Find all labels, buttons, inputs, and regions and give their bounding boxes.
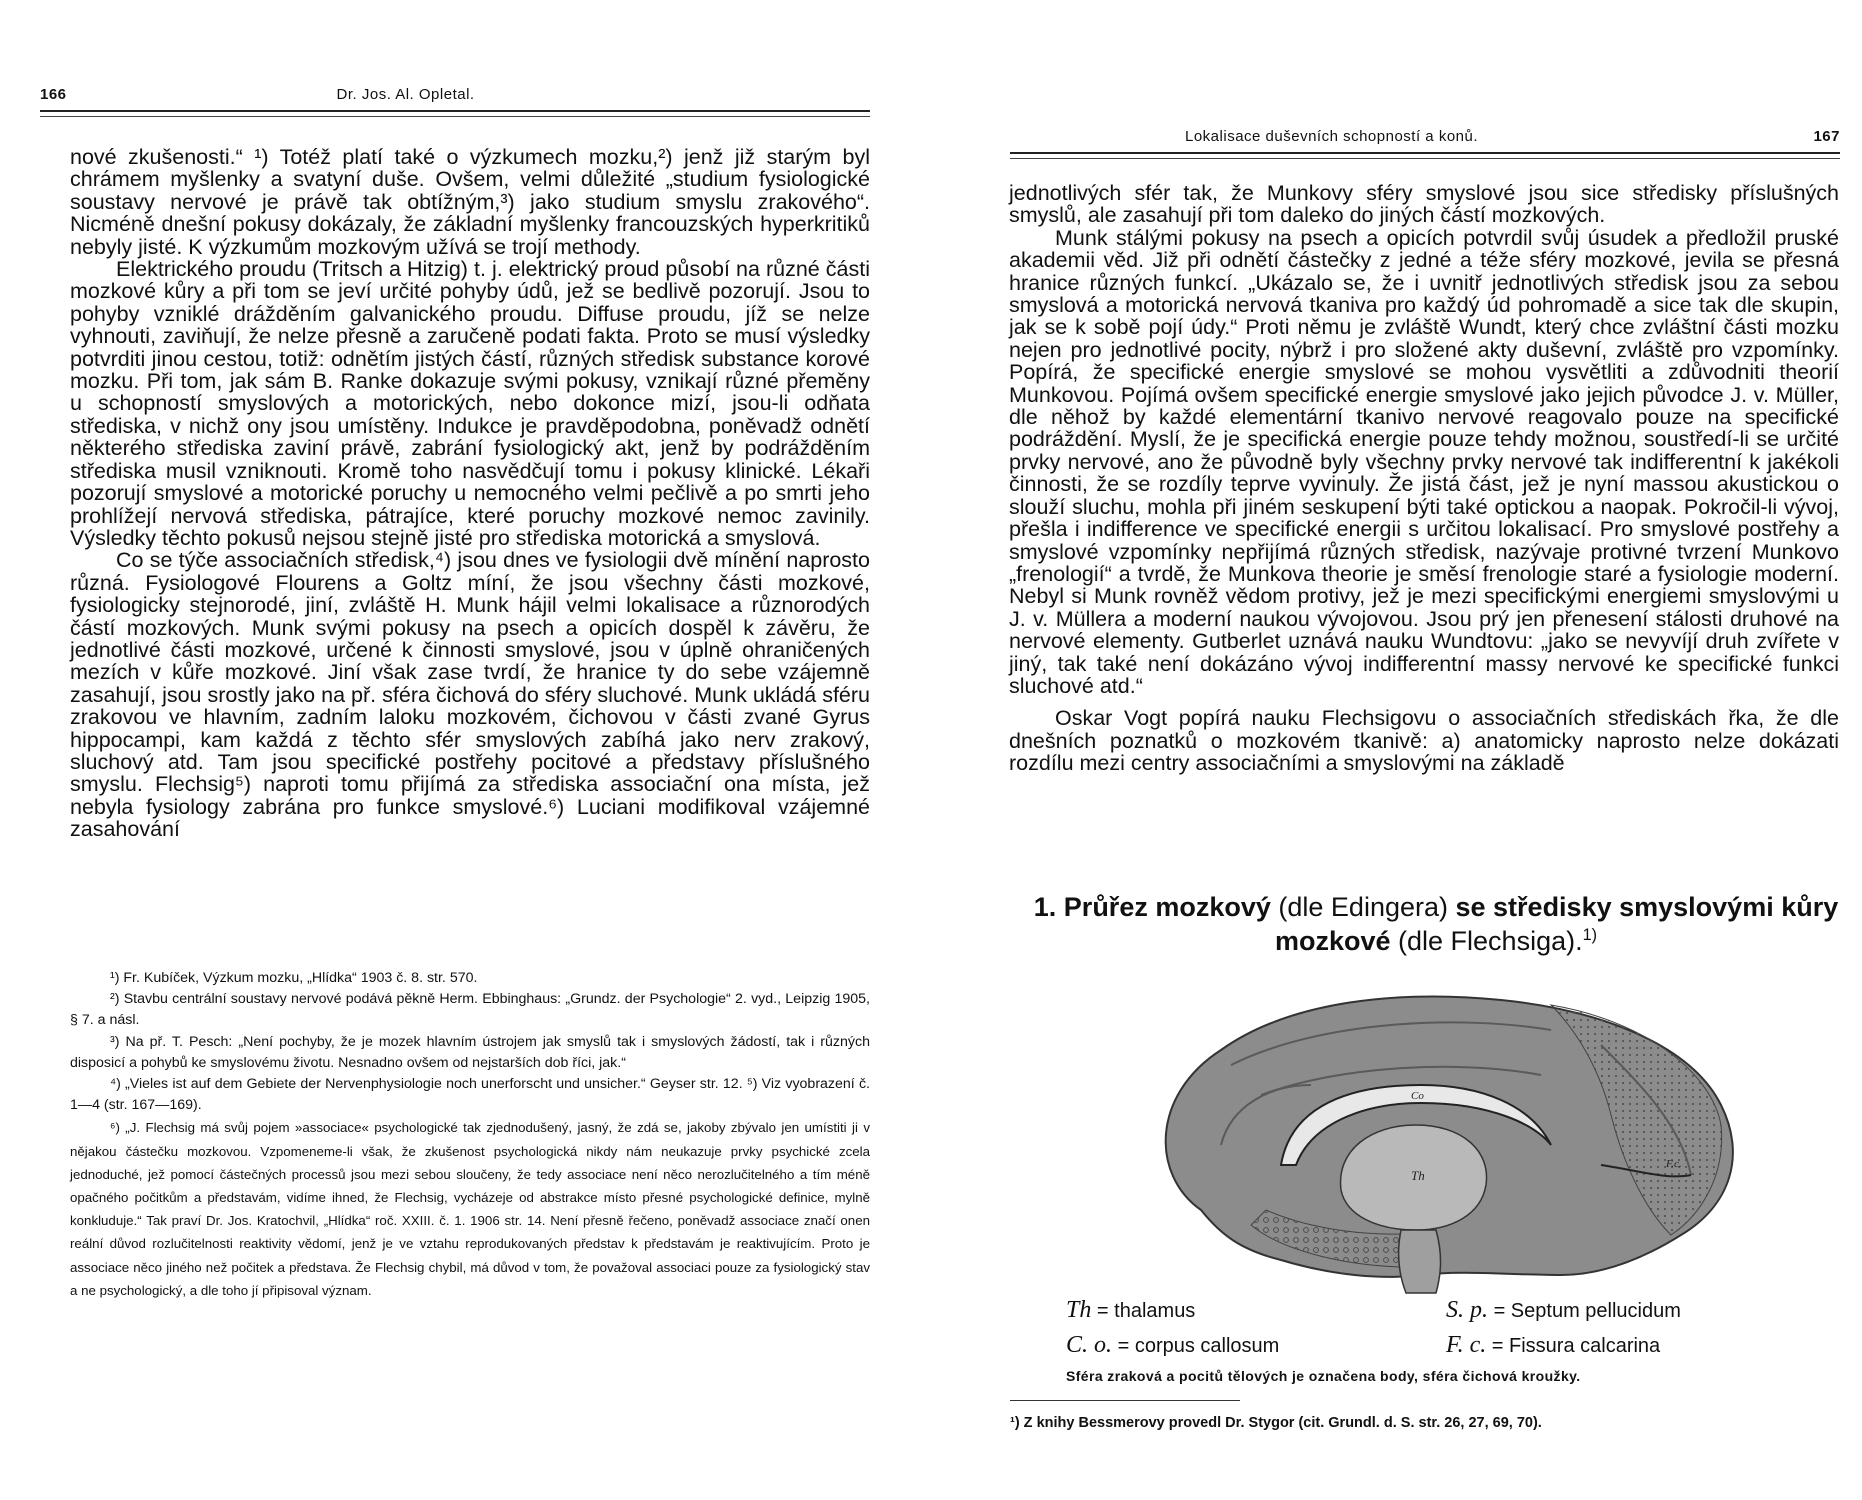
legend-item	[1446, 1328, 1826, 1363]
figure-label-co: Co	[1411, 1090, 1424, 1102]
figure-label-th: Th	[1411, 1168, 1425, 1183]
footnote: ⁴) „Vieles ist auf dem Gebiete der Nervenphysiologie noch unerforscht und unsicher.“ Geyser str. 12. ⁵) Viz vyobrazení č. 1—4 (str. 167—169).	[70, 1076, 870, 1114]
figure-legend	[1066, 1293, 1826, 1393]
header-rule-thin	[40, 116, 870, 117]
footnotes	[70, 968, 870, 1302]
paragraph: Munk stálými pokusy na psech a opicích potvrdil svůj úsudek a předložil pruské akademii věd. Již při odnětí částečky z jedné a téže sféry mozkové, jevila se přesná hranice různých funkcí. „Ukázalo se, že i uvnitř jednotlivých středisk jsou za sebou smyslová a motorická nervová tkaniva pro každý úd pohromadě a sice tak dle skupin, jak se k sobě pojí údy.“ Proti němu je zvláště Wundt, který chce zvláštní části mozku nejen pro jednotlivé pocity, nýbrž i pro složené akty duševní, zvláště pro vzpomínky. Popírá, že specifické energie smyslové se mohou vysvětliti a zdůvodniti theorií Munkovou. Pojímá ovšem specifické energie smyslové jako jejich původce J. v. Müller, dle něhož by každé elementární tkanivo nervové reagovalo pouze na specifické podráždění. Myslí, že je specifická energie pouze tehdy možnou, soustředí-li se určité prvky nervové, ano že původně byly všechny prvky nervové tak indifferentní k jakékoli činnosti, že se rozdíly teprve vyvinuly. Že jistá část, jež je nyní massou akustickou o slouží sluchu, mohla při jiném seskupení býti také optickou a naopak. Pokročil-li vývoj, přešla i indifference ve specifické energii s určitou lokalisací. Pro smyslové postřehy a smyslové vzpomínky nepřijímá různých středisk, nazývaje protivné tvrzení Munkovo „frenologií“ a tvrdě, že Munkova theorie je směsí frenologie staré a fysiologie moderní. Nebyl si Munk rovněž vědom protivy, jež je mezi specifickými energiemi smyslovými u J. v. Müllera a moderní naukou vývojovou. Jsou prý jen přenesení stálosti druhové na nervové elementy. Gutberlet uznává nauku Wundtovu: „jako se nevyvíjí druh zvířete v jiný, tak také není dokázáno vývoj indifferentní massy nervové ke specifické funkci sluchové atd.“	[1009, 225, 1839, 698]
footnote: ¹) Fr. Kubíček, Výzkum mozku, „Hlídka“ 1903 č. 8. str. 570.	[110, 970, 478, 986]
figure-label-fc: F.c.	[1666, 1158, 1682, 1170]
legend-item	[1066, 1293, 1446, 1328]
legend-row	[1066, 1328, 1826, 1363]
legend-abbr: C. o.	[1066, 1332, 1113, 1358]
legend-row	[1066, 1293, 1826, 1328]
paragraph: jednotlivých sfér tak, že Munkovy sféry smyslové jsou sice středisky příslušných smyslů, ale zasahují při tom daleko do jiných částí mozkových.	[1009, 181, 1839, 228]
page-number: 167	[1813, 128, 1840, 145]
paragraph: Elektrického proudu (Tritsch a Hitzig) t. j. elektrický proud působí na různé části mozkové kůry a při tom se jeví určité pohyby údů, jež se bedlivě pozorují. Jsou to pohyby vzniklé drážděním galvanického proudu. Diffuse proudu, jíž se nelze vyhnouti, zaviňují, že nelze přesně a zaručeně podati fakta. Proto se musí výsledky potvrditi jinou cestou, totiž: odnětím jistých částí, různých středisk substance korové mozku. Při tom, jak sám B. Ranke dokazuje svými pokusy, vznikají různé přeměny u schopností smyslových a motorických, nebo dokonce mizí, jsou-li odňata střediska, v nichž ony jsou umístěny. Indukce je pravděpodobna, poněvadž odnětí některého střediska zaviní právě, zabrání fysiologický akt, jenž by podrážděním střediska musil vzniknouti. Kromě toho nasvědčují tomu i pokusy klinické. Lékaři pozorují smyslové a motorické poruchy u nemocného velmi pečlivě a po smrti jeho prohlížejí nervová střediska, pátrajíce, které poruchy mozkové nemoc zavinily. Výsledky těchto pokusů nejsou stejně jisté pro střediska motorická a smyslová.	[70, 257, 870, 550]
footnote-rule	[1010, 1400, 1240, 1401]
paragraph: nové zkušenosti.“ ¹) Totéž platí také o výzkumech mozku,²) jenž již starým byl chrámem myšlenky a svatyní duše. Ovšem, velmi důležité „studium fysiologické soustavy nervové je právě tak obtížným,³) jako studium smyslu zrakového“. Nicméně dnešní pokusy dokázaly, že základní myšlenky francouzských hyperkritiků nebyly jisté. K výzkumům mozkovým užívá se trojí methody.	[70, 145, 870, 259]
paragraph: Co se týče associačních středisk,⁴) jsou dnes ve fysiologii dvě mínění naprosto různá. Fysiologové Flourens a Goltz míní, že jsou všechny části mozkové, fysiologicky stejnorodé, jiní, zvláště H. Munk hájil velmi lokalisace a různorodých částí mozkových. Munk svými pokusy na psech a opicích dospěl k závěru, že jednotlivé části mozkové, určené k činnosti smyslové, jsou v úplně ohraničených mezích v kůře mozkové. Jiní však zase tvrdí, že hranice ty do sebe vzájemně zasahují, jsou srostly jako na př. sféra čichová do sféry sluchové. Munk ukládá sféru zrakovou ve hlavním, zadním laloku mozkovém, čichovou v části zvané Gyrus hippocampi, kam každá z těchto sfér smyslových zabíhá jako nerv zrakový, sluchový atd. Tam jsou specifické postřehy pocitové a představy příslušného smyslu. Flechsig⁵) naproti tomu přijímá za střediska associační ona místa, jež nebyla fysiology zabrána pro funkce smyslové.⁶) Luciani modifikoval vzájemné zasahování	[70, 548, 870, 842]
header-rule	[40, 110, 870, 112]
running-head	[1010, 128, 1840, 145]
footnote: ³) Na př. T. Pesch: „Není pochyby, že je mozek hlavním ústrojem jak smyslů tak i smyslových žádostí, tak i různých disposicí a pohybů ke smyslovému životu. Nesnadno ovšem od nejstarších dob říci, jak.“	[70, 1033, 870, 1071]
legend-abbr: S. p.	[1446, 1297, 1488, 1323]
legend-item	[1446, 1293, 1826, 1328]
legend-text: = Septum pellucidum	[1493, 1300, 1681, 1322]
paragraph: Oskar Vogt popírá nauku Flechsigovu o associačních střediskách řka, že dle dnešních poznatků o mozkovém tkanivě: a) anatomicky naprosto nelze dokázati rozdílu mezi centry associačními a smyslovými na základě	[1009, 706, 1839, 776]
header-rule	[1010, 152, 1840, 154]
footnote: ²) Stavbu centrální soustavy nervové podává pěkně Herm. Ebbinghaus: „Grundz. der Psychologie“ 2. vyd., Leipzig 1905, § 7. a násl.	[70, 991, 870, 1029]
right-page	[931, 0, 1862, 1500]
legend-abbr: Th	[1066, 1297, 1092, 1323]
page-number: 166	[40, 86, 67, 103]
legend-item	[1066, 1328, 1446, 1363]
figure-caption	[1021, 890, 1851, 958]
figure-number: 1.	[1033, 892, 1057, 922]
caption-footnote-ref: 1)	[1582, 926, 1598, 944]
running-title: Lokalisace duševních schopností a konů.	[1185, 128, 1479, 145]
legend-text: = corpus callosum	[1117, 1335, 1280, 1357]
caption-part: se středisky smyslovými kůry mozkové	[1274, 892, 1839, 956]
header-rule-thin	[1010, 158, 1840, 159]
brain-section-figure	[1081, 975, 1801, 1295]
legend-text: = thalamus	[1096, 1300, 1196, 1322]
caption-part: Průřez mozkový	[1063, 892, 1271, 922]
body-text	[70, 146, 870, 841]
running-head	[40, 86, 870, 103]
footnote: ⁶) „J. Flechsig má svůj pojem »associace« psychologické tak zjednodušený, jasný, že zdá se, jakoby zbývalo jen umístiti ji v nějakou částečku mozkovou. Vzpomeneme-li však, že zkušenost psychologická nikdy nám neukazuje prvky psychické zcela jednoduché, jež pomocí částečných processů jsou mezi sebou sloučeny, že tedy associace není něco nerozlučitelného a tím méně opačného počitkům a představám, vidíme ihned, že Flechsig, vycházeje od abstrakce místo přesné psychologické definice, mylně konkluduje.“ Tak praví Dr. Jos. Kratochvil, „Hlídka“ roč. XXIII. č. 1. 1906 str. 14. Není přesně řečeno, poněvadž associace značí onen reální důvod rozlučitelnosti reaktivity vědomí, jenž je ve vztahu reprodukovaných představ k představám je reaktivujícím. Proto je associace něco jiného než počitek a představa. Že Flechsig chybil, má důvod v tom, že považoval associaci pouze za fysiologický stav a ne psychologický, a dle toho jí připisoval význam.	[70, 1120, 870, 1298]
caption-part: (dle Flechsiga).	[1398, 926, 1583, 956]
brainstem	[1399, 1230, 1441, 1293]
legend-text: = Fissura calcarina	[1491, 1335, 1661, 1357]
legend-abbr: F. c.	[1446, 1332, 1487, 1358]
caption-part: (dle Edingera)	[1278, 892, 1448, 922]
legend-note: Sféra zraková a pocitů tělových je označena body, sféra čichová kroužky.	[1066, 1368, 1581, 1384]
footnote: ¹) Z knihy Bessmerovy provedl Dr. Stygor (cit. Grundl. d. S. str. 26, 27, 69, 70).	[1010, 1415, 1542, 1431]
running-title: Dr. Jos. Al. Opletal.	[336, 86, 475, 103]
body-text	[1009, 182, 1839, 775]
